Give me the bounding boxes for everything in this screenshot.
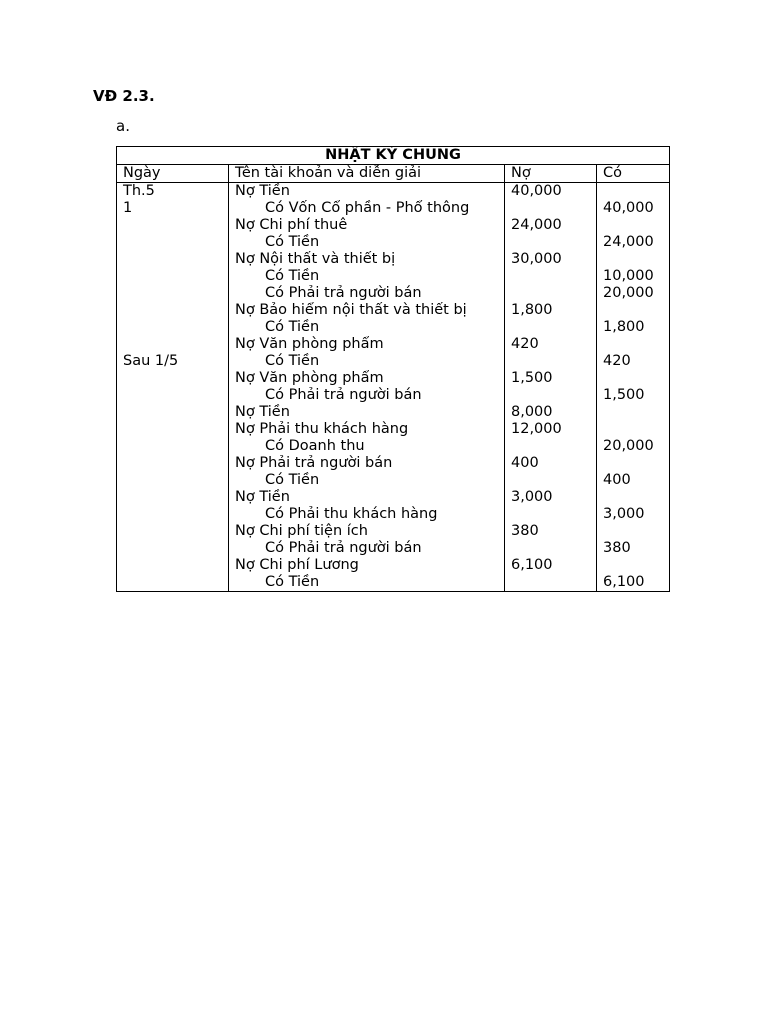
cell-date bbox=[117, 370, 229, 387]
cell-credit: 20,000 bbox=[597, 285, 670, 302]
table-row bbox=[117, 523, 670, 540]
debit-account-label: Nợ Bảo hiểm nội thất và thiết bị bbox=[235, 302, 467, 318]
cell-account bbox=[229, 557, 505, 574]
table-row bbox=[117, 370, 670, 387]
debit-account-label: Nợ Tiền bbox=[235, 489, 290, 505]
cell-debit bbox=[505, 268, 597, 285]
cell-account bbox=[229, 353, 505, 370]
cell-account bbox=[229, 217, 505, 234]
table-row bbox=[117, 319, 670, 336]
cell-debit: 1,500 bbox=[505, 370, 597, 387]
table-row bbox=[117, 404, 670, 421]
cell-debit: 3,000 bbox=[505, 489, 597, 506]
debit-account-label: Nợ Chi phí tiện ích bbox=[235, 523, 368, 539]
cell-debit bbox=[505, 200, 597, 217]
cell-date bbox=[117, 234, 229, 251]
cell-date bbox=[117, 217, 229, 234]
table-row bbox=[117, 421, 670, 438]
cell-date bbox=[117, 557, 229, 574]
cell-date bbox=[117, 472, 229, 489]
cell-account bbox=[229, 387, 505, 404]
cell-date: Sau 1/5 bbox=[117, 353, 229, 370]
cell-credit bbox=[597, 455, 670, 472]
credit-account-label: Có Phải trả người bán bbox=[265, 540, 422, 556]
table-row bbox=[117, 302, 670, 319]
credit-account-label: Có Vốn Cổ phần - Phổ thông bbox=[265, 200, 470, 216]
debit-account-label: Nợ Chi phí thuê bbox=[235, 217, 348, 233]
cell-account bbox=[229, 421, 505, 438]
cell-debit bbox=[505, 285, 597, 302]
table-row bbox=[117, 217, 670, 234]
cell-debit: 8,000 bbox=[505, 404, 597, 421]
cell-debit: 24,000 bbox=[505, 217, 597, 234]
debit-account-label: Nợ Nội thất và thiết bị bbox=[235, 251, 396, 267]
cell-credit: 400 bbox=[597, 472, 670, 489]
cell-account bbox=[229, 489, 505, 506]
cell-account bbox=[229, 523, 505, 540]
cell-date bbox=[117, 489, 229, 506]
cell-debit bbox=[505, 387, 597, 404]
cell-date bbox=[117, 251, 229, 268]
table-row bbox=[117, 387, 670, 404]
cell-credit bbox=[597, 251, 670, 268]
credit-account-label: Có Phải trả người bán bbox=[265, 285, 422, 301]
table-title: NHẬT KÝ CHUNG bbox=[117, 147, 670, 165]
credit-account-label: Có Phải thu khách hàng bbox=[265, 506, 438, 522]
cell-account bbox=[229, 319, 505, 336]
table-title-row bbox=[117, 147, 670, 165]
cell-date: 1 bbox=[117, 200, 229, 217]
credit-account-label: Có Doanh thu bbox=[265, 438, 365, 454]
cell-debit bbox=[505, 540, 597, 557]
cell-account bbox=[229, 540, 505, 557]
table-row bbox=[117, 353, 670, 370]
cell-date bbox=[117, 387, 229, 404]
cell-credit bbox=[597, 336, 670, 353]
cell-account bbox=[229, 183, 505, 201]
column-header-debit: Nợ bbox=[505, 165, 597, 183]
column-header-account: Tên tài khoản và diễn giải bbox=[229, 165, 505, 183]
cell-credit: 20,000 bbox=[597, 438, 670, 455]
debit-account-label: Nợ Văn phòng phẩm bbox=[235, 336, 384, 352]
cell-credit bbox=[597, 217, 670, 234]
table-row bbox=[117, 251, 670, 268]
cell-date bbox=[117, 302, 229, 319]
cell-debit: 12,000 bbox=[505, 421, 597, 438]
credit-account-label: Có Tiền bbox=[265, 319, 320, 335]
table-row bbox=[117, 183, 670, 201]
cell-date bbox=[117, 404, 229, 421]
cell-credit: 6,100 bbox=[597, 574, 670, 592]
cell-credit: 380 bbox=[597, 540, 670, 557]
general-journal-table bbox=[116, 146, 670, 592]
cell-credit bbox=[597, 523, 670, 540]
cell-account bbox=[229, 302, 505, 319]
credit-account-label: Có Tiền bbox=[265, 574, 320, 590]
cell-debit bbox=[505, 472, 597, 489]
cell-debit bbox=[505, 353, 597, 370]
cell-account bbox=[229, 285, 505, 302]
cell-date bbox=[117, 336, 229, 353]
credit-account-label: Có Tiền bbox=[265, 472, 320, 488]
cell-date bbox=[117, 540, 229, 557]
cell-account bbox=[229, 268, 505, 285]
cell-credit: 3,000 bbox=[597, 506, 670, 523]
cell-credit bbox=[597, 370, 670, 387]
section-label: a. bbox=[116, 117, 130, 135]
cell-credit bbox=[597, 183, 670, 201]
cell-debit: 40,000 bbox=[505, 183, 597, 201]
credit-account-label: Có Tiền bbox=[265, 268, 320, 284]
cell-date bbox=[117, 285, 229, 302]
cell-account bbox=[229, 336, 505, 353]
cell-credit bbox=[597, 421, 670, 438]
cell-date bbox=[117, 268, 229, 285]
cell-debit bbox=[505, 438, 597, 455]
cell-account bbox=[229, 455, 505, 472]
cell-account bbox=[229, 234, 505, 251]
cell-credit bbox=[597, 557, 670, 574]
cell-account bbox=[229, 574, 505, 592]
table-row bbox=[117, 506, 670, 523]
cell-credit bbox=[597, 404, 670, 421]
cell-date bbox=[117, 574, 229, 592]
cell-account bbox=[229, 200, 505, 217]
debit-account-label: Nợ Chi phí Lương bbox=[235, 557, 359, 573]
cell-credit: 10,000 bbox=[597, 268, 670, 285]
cell-date bbox=[117, 455, 229, 472]
cell-date: Th.5 bbox=[117, 183, 229, 201]
cell-date bbox=[117, 421, 229, 438]
table-row bbox=[117, 234, 670, 251]
debit-account-label: Nợ Văn phòng phẩm bbox=[235, 370, 384, 386]
cell-account bbox=[229, 506, 505, 523]
cell-credit bbox=[597, 302, 670, 319]
debit-account-label: Nợ Phải trả người bán bbox=[235, 455, 393, 471]
cell-debit: 380 bbox=[505, 523, 597, 540]
cell-date bbox=[117, 319, 229, 336]
cell-account bbox=[229, 370, 505, 387]
credit-account-label: Có Tiền bbox=[265, 353, 320, 369]
cell-credit bbox=[597, 489, 670, 506]
table-row bbox=[117, 557, 670, 574]
cell-debit: 1,800 bbox=[505, 302, 597, 319]
table-row bbox=[117, 285, 670, 302]
column-header-date: Ngày bbox=[117, 165, 229, 183]
table-row bbox=[117, 200, 670, 217]
cell-debit bbox=[505, 319, 597, 336]
table-row bbox=[117, 574, 670, 592]
table-row bbox=[117, 268, 670, 285]
journal-body bbox=[117, 183, 670, 592]
cell-credit: 1,800 bbox=[597, 319, 670, 336]
cell-debit: 30,000 bbox=[505, 251, 597, 268]
cell-date bbox=[117, 523, 229, 540]
page-heading: VĐ 2.3. bbox=[93, 87, 155, 105]
column-header-credit: Có bbox=[597, 165, 670, 183]
cell-credit: 40,000 bbox=[597, 200, 670, 217]
cell-account bbox=[229, 251, 505, 268]
debit-account-label: Nợ Phải thu khách hàng bbox=[235, 421, 409, 437]
table-row bbox=[117, 455, 670, 472]
cell-date bbox=[117, 506, 229, 523]
credit-account-label: Có Tiền bbox=[265, 234, 320, 250]
cell-debit: 6,100 bbox=[505, 557, 597, 574]
cell-debit bbox=[505, 234, 597, 251]
cell-credit: 24,000 bbox=[597, 234, 670, 251]
cell-account bbox=[229, 472, 505, 489]
table-row bbox=[117, 336, 670, 353]
cell-date bbox=[117, 438, 229, 455]
credit-account-label: Có Phải trả người bán bbox=[265, 387, 422, 403]
cell-debit bbox=[505, 574, 597, 592]
debit-account-label: Nợ Tiền bbox=[235, 183, 290, 199]
cell-debit: 400 bbox=[505, 455, 597, 472]
cell-debit: 420 bbox=[505, 336, 597, 353]
table-row bbox=[117, 540, 670, 557]
cell-debit bbox=[505, 506, 597, 523]
table-row bbox=[117, 489, 670, 506]
debit-account-label: Nợ Tiền bbox=[235, 404, 290, 420]
table-header-row bbox=[117, 165, 670, 183]
cell-credit: 420 bbox=[597, 353, 670, 370]
cell-account bbox=[229, 404, 505, 421]
cell-account bbox=[229, 438, 505, 455]
table-row bbox=[117, 472, 670, 489]
cell-credit: 1,500 bbox=[597, 387, 670, 404]
table-row bbox=[117, 438, 670, 455]
